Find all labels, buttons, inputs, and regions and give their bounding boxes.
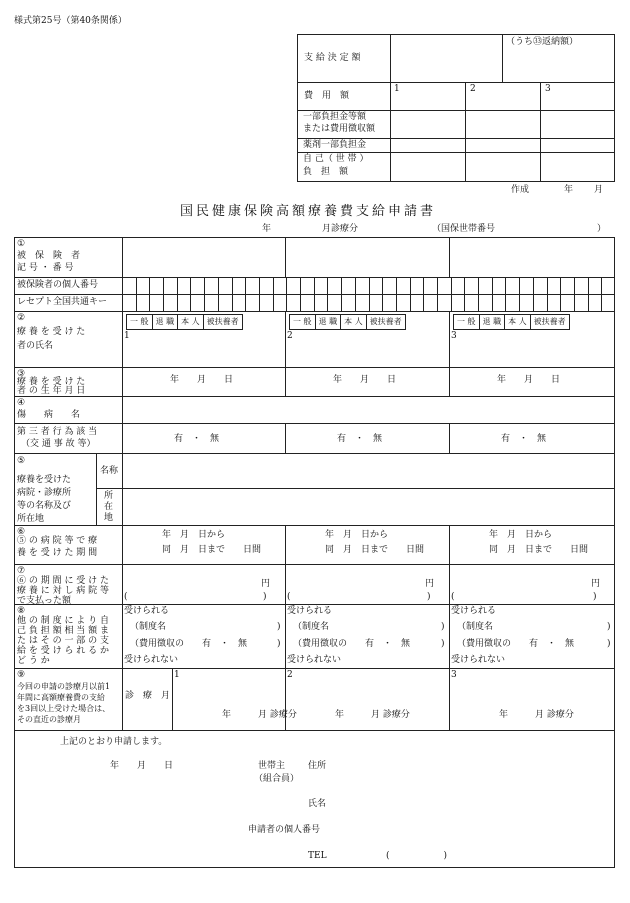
insured-mynumber-cells[interactable] [122, 277, 615, 294]
system-name-close: ) [441, 622, 445, 632]
row-9-number: ⑨ [17, 670, 26, 680]
created-year: 年 [564, 185, 574, 195]
digit-cell[interactable] [218, 294, 219, 311]
name-label: 氏名 [308, 799, 327, 809]
row-3-number: ③ [17, 369, 26, 379]
yen-label: 円 [425, 579, 435, 589]
treat-month-number: 2 [287, 670, 293, 680]
row-7-label-3: で支払った額 [17, 596, 72, 606]
digit-cell[interactable] [218, 277, 219, 294]
applicant-mynumber-label: 申請者の個人番号 [248, 825, 321, 835]
row-2-number: ② [17, 313, 26, 323]
digit-cell[interactable] [451, 294, 452, 311]
digit-cell[interactable] [519, 277, 520, 294]
period-to[interactable]: 同 月 日まで 日間 [325, 545, 425, 555]
digit-cell[interactable] [273, 277, 274, 294]
row-7-label-1: ⑥ の 期 間 に 受 け た [17, 576, 110, 586]
digit-cell[interactable] [519, 294, 520, 311]
digit-cell[interactable] [423, 277, 424, 294]
col-2-number: 2 [470, 84, 476, 94]
period-to[interactable]: 同 月 日まで 日間 [162, 545, 262, 555]
cost-label: 費 用 額 [304, 91, 350, 101]
row-8-label-5: ど う か [17, 656, 50, 666]
receivable-option[interactable]: 受けられる [451, 606, 497, 616]
receivable-option[interactable]: 受けられる [287, 606, 333, 616]
system-name-field[interactable]: （制度名 [457, 622, 494, 632]
mynumber-label: 被保険者の個人番号 [17, 280, 99, 290]
digit-cell[interactable] [341, 294, 342, 311]
digit-cell[interactable] [478, 294, 479, 311]
address-label: 住所 [308, 761, 327, 771]
created-label: 作成 [511, 185, 530, 195]
digit-cell[interactable] [601, 294, 602, 311]
cost-collection-close: ) [441, 639, 445, 649]
decision-amount-label: 支 給 決 定 額 [304, 53, 361, 63]
digit-cell[interactable] [560, 277, 561, 294]
digit-cell[interactable] [369, 294, 370, 311]
row-7-label-2: 療 養 に 対 し 病 院 等 [17, 586, 110, 596]
digit-cell[interactable] [273, 294, 274, 311]
digit-cell[interactable] [382, 277, 383, 294]
amount-paren-close: ) [263, 592, 267, 602]
receipt-label: レセプト全国共通キー [17, 297, 108, 307]
period-from[interactable]: 年 月 日から [162, 530, 226, 540]
birthdate-field[interactable]: 年 月 日 [170, 375, 234, 385]
receivable-option[interactable]: 受けられる [124, 606, 170, 616]
digit-cell[interactable] [286, 277, 287, 294]
row-8-label-1: 他 の 制 度 に よ り 自 [17, 616, 110, 626]
digit-cell[interactable] [505, 294, 506, 311]
refund-note: （うち㉝返納額） [506, 37, 579, 47]
third-party-label-2: （交 通 事 故 等） [21, 439, 96, 449]
digit-cell[interactable] [464, 294, 465, 311]
treat-month-number: 3 [451, 670, 457, 680]
category-option[interactable]: 退 職 [315, 315, 341, 329]
category-selector[interactable] [126, 314, 243, 330]
row-7-number: ⑦ [17, 566, 26, 576]
row-2-label-2: 者の氏名 [17, 341, 54, 351]
digit-cell[interactable] [314, 294, 315, 311]
location-label-3: 地 [104, 513, 114, 523]
category-option[interactable]: 一 般 [457, 317, 476, 326]
treat-month-label: 診 療 月 [125, 691, 171, 701]
digit-cell[interactable] [341, 277, 342, 294]
household-number-close: ） [597, 224, 607, 234]
not-receivable-option[interactable]: 受けられない [124, 655, 179, 665]
digit-cell[interactable] [478, 277, 479, 294]
row-8-label-2: 己 負 担 額 相 当 額 ま [17, 626, 110, 636]
third-party-yes-no[interactable]: 有 ・ 無 [174, 434, 220, 444]
digit-cell[interactable] [204, 294, 205, 311]
col-1-number: 1 [394, 84, 400, 94]
third-party-yes-no[interactable]: 有 ・ 無 [337, 434, 383, 444]
digit-cell[interactable] [437, 277, 438, 294]
row-8-label-3: た は そ の 一 部 の 支 [17, 636, 110, 646]
subtitle-year: 年 [262, 224, 272, 234]
digit-cell[interactable] [369, 277, 370, 294]
third-party-yes-no[interactable]: 有 ・ 無 [501, 434, 547, 444]
col-3-number: 3 [545, 84, 551, 94]
digit-cell[interactable] [437, 294, 438, 311]
birthdate-field[interactable]: 年 月 日 [497, 375, 561, 385]
digit-cell[interactable] [232, 294, 233, 311]
yen-label: 円 [261, 579, 271, 589]
row-1-label-1: 被 保 険 者 [17, 251, 81, 261]
row-6-number: ⑥ [17, 527, 26, 537]
cost-collection-field[interactable]: （費用徴収の 有 ・ 無 [457, 639, 575, 649]
cost-collection-close: ) [277, 639, 281, 649]
row-9-label-1: 今回の申請の診療月以前1 [17, 682, 111, 691]
digit-cell[interactable] [355, 277, 356, 294]
subtitle-month: 月診療分 [322, 224, 359, 234]
row-2-label-1: 療 養 を 受 け た [17, 327, 86, 337]
row-9-label-3: を3回以上受けた場合は、 [17, 704, 111, 713]
row-5-label-1: 療養を受けた [17, 475, 72, 485]
digit-cell[interactable] [314, 277, 315, 294]
digit-cell[interactable] [327, 277, 328, 294]
category-option[interactable]: 本 人 [340, 315, 366, 329]
drug-burden-label: 薬剤一部負担金 [303, 140, 367, 150]
householder-label: 世帯主 [258, 761, 286, 771]
created-month: 月 [594, 185, 604, 195]
digit-cell[interactable] [396, 294, 397, 311]
digit-cell[interactable] [588, 277, 589, 294]
digit-cell[interactable] [492, 294, 493, 311]
category-option[interactable]: 本 人 [504, 315, 530, 329]
digit-cell[interactable] [232, 277, 233, 294]
digit-cell[interactable] [547, 277, 548, 294]
row-8-label-4: 給 を 受 け ら れ る か [17, 646, 110, 656]
period-from[interactable]: 年 月 日から [325, 530, 389, 540]
system-name-close: ) [277, 622, 281, 632]
self-burden-label-2: 負 担 額 [303, 167, 349, 177]
row-5-label-4: 所在地 [17, 514, 45, 524]
partial-burden-label-2: または費用徴収額 [303, 124, 376, 134]
digit-cell[interactable] [177, 277, 178, 294]
digit-cell[interactable] [245, 294, 246, 311]
digit-cell[interactable] [574, 294, 575, 311]
digit-cell[interactable] [464, 277, 465, 294]
digit-cell[interactable] [423, 294, 424, 311]
digit-cell[interactable] [547, 294, 548, 311]
page-title: 国民健康保険高額療養費支給申請書 [180, 204, 437, 219]
digit-cell[interactable] [601, 277, 602, 294]
row-6-label-2: 養 を 受 け た 期 間 [17, 548, 98, 558]
category-option[interactable]: 被扶養者 [530, 315, 569, 329]
digit-cell[interactable] [492, 277, 493, 294]
row-5-label-3: 等の名称及び [17, 501, 72, 511]
system-name-close: ) [607, 622, 611, 632]
treat-month-value[interactable]: 年 月 診療分 [222, 710, 297, 720]
system-name-field[interactable]: （制度名 [293, 622, 330, 632]
category-selector[interactable] [289, 314, 406, 330]
tel-label: TEL [308, 851, 327, 861]
category-option[interactable]: 被扶養者 [366, 315, 405, 329]
digit-cell[interactable] [588, 294, 589, 311]
treat-month-value[interactable]: 年 月 診療分 [335, 710, 410, 720]
category-option[interactable]: 一 般 [130, 317, 149, 326]
digit-cell[interactable] [259, 277, 260, 294]
digit-cell[interactable] [410, 294, 411, 311]
category-selector[interactable] [453, 314, 570, 330]
digit-cell[interactable] [533, 294, 534, 311]
amount-paren-close: ) [593, 592, 597, 602]
digit-cell[interactable] [286, 294, 287, 311]
row-9-label-4: その直近の診療月 [17, 715, 81, 724]
self-burden-label-1: 自 己（ 世 帯 ） [303, 154, 369, 164]
digit-cell[interactable] [259, 294, 260, 311]
digit-cell[interactable] [300, 277, 301, 294]
yen-label: 円 [591, 579, 601, 589]
amount-paren-open: ( [124, 592, 128, 602]
column-number: 2 [287, 331, 293, 341]
cost-collection-field[interactable]: （費用徴収の 有 ・ 無 [130, 639, 248, 649]
column-number: 1 [124, 331, 130, 341]
digit-cell[interactable] [163, 294, 164, 311]
digit-cell[interactable] [136, 277, 137, 294]
third-party-label-1: 第 三 者 行 為 該 当 [17, 427, 98, 437]
location-label-1: 所 [104, 491, 114, 501]
digit-cell[interactable] [410, 277, 411, 294]
row-4-number: ④ [17, 398, 26, 408]
digit-cell[interactable] [245, 277, 246, 294]
row-1-label-2: 記 号 ・ 番 号 [17, 263, 74, 273]
digit-cell[interactable] [149, 294, 150, 311]
digit-cell[interactable] [190, 277, 191, 294]
form-number: 様式第25号（第40条関係） [14, 16, 127, 26]
digit-cell[interactable] [560, 294, 561, 311]
digit-cell[interactable] [355, 294, 356, 311]
treat-month-number: 1 [174, 670, 180, 680]
system-name-field[interactable]: （制度名 [130, 622, 167, 632]
digit-cell[interactable] [396, 277, 397, 294]
period-to[interactable]: 同 月 日まで 日間 [489, 545, 589, 555]
category-option[interactable]: 本 人 [177, 315, 203, 329]
digit-cell[interactable] [190, 294, 191, 311]
category-option[interactable]: 一 般 [293, 317, 312, 326]
row-9-label-2: 年間に高額療養費の支給 [17, 693, 105, 702]
row-5-number: ⑤ [17, 456, 26, 466]
row-6-label-1: ⑤ の 病 院 等 で 療 [17, 536, 98, 546]
digit-cell[interactable] [327, 294, 328, 311]
row-8-number: ⑧ [17, 606, 26, 616]
digit-cell[interactable] [505, 277, 506, 294]
digit-cell[interactable] [177, 294, 178, 311]
digit-cell[interactable] [136, 294, 137, 311]
period-from[interactable]: 年 月 日から [489, 530, 553, 540]
digit-cell[interactable] [451, 277, 452, 294]
row-5-label-2: 病院・診療所 [17, 488, 72, 498]
digit-cell[interactable] [300, 294, 301, 311]
not-receivable-option[interactable]: 受けられない [451, 655, 506, 665]
category-option[interactable]: 被扶養者 [203, 315, 242, 329]
row-1-number: ① [17, 239, 26, 249]
tel-paren[interactable]: ( ) [386, 851, 448, 861]
member-label: （組合員） [254, 774, 300, 784]
hospital-name-label: 名称 [100, 466, 119, 476]
cost-collection-close: ) [607, 639, 611, 649]
digit-cell[interactable] [574, 277, 575, 294]
digit-cell[interactable] [163, 277, 164, 294]
digit-cell[interactable] [204, 277, 205, 294]
partial-burden-label-1: 一部負担金等額 [303, 112, 367, 122]
column-number: 3 [451, 331, 457, 341]
not-receivable-option[interactable]: 受けられない [287, 655, 342, 665]
amount-paren-close: ) [427, 592, 431, 602]
row-3-label-2: 者 の 生 年 月 日 [17, 386, 86, 396]
receipt-key-cells[interactable] [122, 294, 615, 311]
application-date[interactable]: 年 月 日 [110, 761, 174, 771]
declaration-text: 上記のとおり申請します。 [60, 737, 168, 747]
household-number-label: （国保世帯番号 [432, 224, 496, 234]
digit-cell[interactable] [382, 294, 383, 311]
birthdate-field[interactable]: 年 月 日 [333, 375, 397, 385]
row-3-label-1: 療 養 を 受 け た [17, 377, 86, 387]
treat-month-value[interactable]: 年 月 診療分 [499, 710, 574, 720]
amount-paren-open: ( [451, 592, 455, 602]
cost-collection-field[interactable]: （費用徴収の 有 ・ 無 [293, 639, 411, 649]
row-4-label: 傷 病 名 [17, 410, 81, 420]
amount-paren-open: ( [287, 592, 291, 602]
digit-cell[interactable] [149, 277, 150, 294]
location-label-2: 在 [104, 502, 114, 512]
category-option[interactable]: 退 職 [479, 315, 505, 329]
category-option[interactable]: 退 職 [152, 315, 178, 329]
digit-cell[interactable] [533, 277, 534, 294]
